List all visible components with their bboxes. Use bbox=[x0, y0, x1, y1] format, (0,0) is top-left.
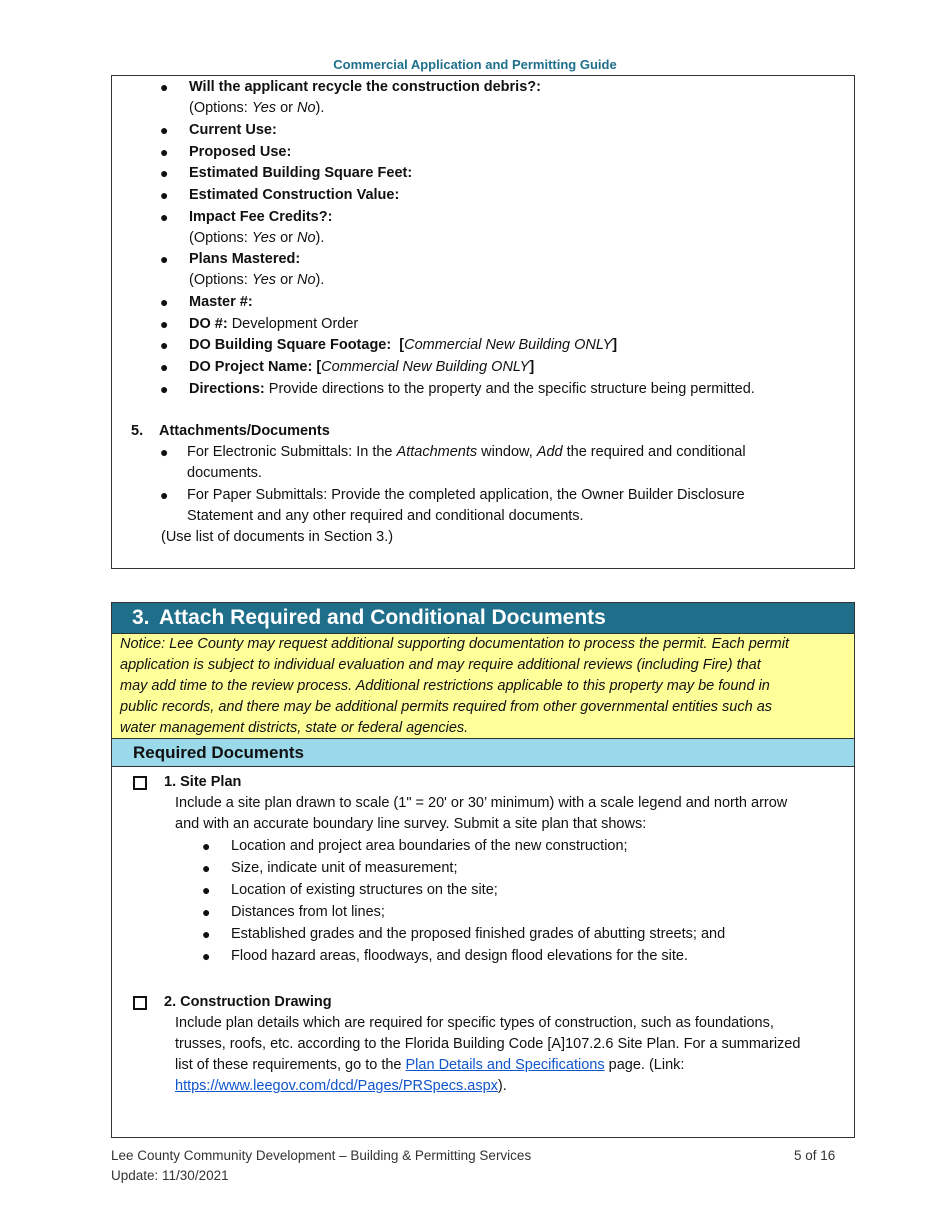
site-plan-desc: and with an accurate boundary line survey. Submit a site plan that shows: bbox=[175, 816, 647, 832]
field-line: DO Project Name: [Commercial New Building ONLY] bbox=[189, 359, 535, 375]
bullet: ● bbox=[202, 926, 211, 942]
site-plan-bullet: Flood hazard areas, floodways, and design flood elevations for the site. bbox=[231, 948, 689, 964]
site-plan-bullet: Distances from lot lines; bbox=[231, 904, 385, 920]
bullet: ● bbox=[202, 882, 211, 898]
documents-note: (Use list of documents in Section 3.) bbox=[161, 529, 394, 545]
page-header-title: Commercial Application and Permitting Guide bbox=[333, 57, 617, 72]
bullet: ● bbox=[160, 316, 169, 332]
bullet: ● bbox=[160, 294, 169, 310]
site-plan-checkbox[interactable] bbox=[133, 776, 147, 790]
site-plan-bullet: Location of existing structures on the site; bbox=[231, 882, 498, 898]
bullet: ● bbox=[160, 187, 169, 203]
section-3-header bbox=[112, 603, 854, 633]
notice-line: public records, and there may be additional permits required from other governmental entities such as bbox=[120, 699, 773, 715]
bullet: ● bbox=[202, 860, 211, 876]
plan-details-link[interactable]: Plan Details and Specifications bbox=[405, 1057, 605, 1073]
construction-drawing-desc: Include plan details which are required for specific types of construction, such as foundations, bbox=[175, 1015, 774, 1031]
site-plan-bullet: Size, indicate unit of measurement; bbox=[231, 860, 458, 876]
site-plan-title: 1. Site Plan bbox=[164, 774, 242, 790]
footer-org: Lee County Community Development – Building & Permitting Services bbox=[111, 1148, 532, 1163]
notice-line: application is subject to individual evaluation and may require additional reviews (including Fire) that bbox=[120, 657, 761, 673]
site-plan-desc: Include a site plan drawn to scale (1" = 20' or 30’ minimum) with a scale legend and north arrow bbox=[175, 795, 788, 811]
bullet: ● bbox=[160, 209, 169, 225]
electronic-submittals-text: For Electronic Submittals: In the Attachments window, Add the required and conditional bbox=[187, 444, 746, 460]
construction-drawing-title: 2. Construction Drawing bbox=[164, 994, 332, 1010]
bullet: ● bbox=[202, 904, 211, 920]
bullet: ● bbox=[160, 79, 169, 95]
construction-drawing-url-line: https://www.leegov.com/dcd/Pages/PRSpecs.aspx). bbox=[175, 1078, 507, 1094]
bullet: ● bbox=[160, 444, 169, 460]
bullet: ● bbox=[160, 487, 169, 503]
site-plan-bullet: Established grades and the proposed finished grades of abutting streets; and bbox=[231, 926, 726, 942]
paper-submittals-text-cont: Statement and any other required and conditional documents. bbox=[187, 508, 584, 524]
bullet: ● bbox=[160, 165, 169, 181]
field-label: Estimated Building Square Feet: bbox=[189, 165, 413, 181]
bullet: ● bbox=[160, 122, 169, 138]
field-line: DO #: Development Order bbox=[189, 316, 359, 332]
bullet: ● bbox=[202, 948, 211, 964]
notice-line: may add time to the review process. Additional restrictions applicable to this property may be found in bbox=[120, 678, 770, 694]
field-label: Estimated Construction Value: bbox=[189, 187, 400, 203]
page-number: 5 of 16 bbox=[794, 1148, 836, 1163]
field-label: Impact Fee Credits?: bbox=[189, 209, 333, 225]
field-label: Master #: bbox=[189, 294, 253, 310]
options-text: (Options: Yes or No). bbox=[189, 230, 325, 246]
field-label: Plans Mastered: bbox=[189, 251, 301, 267]
field-label: Will the applicant recycle the construction debris?: bbox=[189, 79, 541, 95]
bullet: ● bbox=[160, 144, 169, 160]
notice-panel bbox=[112, 633, 854, 739]
paper-submittals-text: For Paper Submittals: Provide the completed application, the Owner Builder Disclosure bbox=[187, 487, 745, 503]
bullet: ● bbox=[202, 838, 211, 854]
options-text: (Options: Yes or No). bbox=[189, 272, 325, 288]
section-5-number: 5. bbox=[131, 423, 144, 439]
options-text: (Options: Yes or No). bbox=[189, 100, 325, 116]
electronic-submittals-text-cont: documents. bbox=[187, 465, 262, 481]
construction-drawing-desc: list of these requirements, go to the Plan Details and Specifications page. (Link: bbox=[175, 1057, 685, 1073]
field-label: Current Use: bbox=[189, 122, 277, 138]
notice-line: water management districts, state or federal agencies. bbox=[120, 720, 469, 736]
field-line: DO Building Square Footage: [Commercial New Building ONLY] bbox=[189, 337, 618, 353]
construction-drawing-checkbox[interactable] bbox=[133, 996, 147, 1010]
required-documents-header bbox=[112, 739, 854, 767]
bullet: ● bbox=[160, 381, 169, 397]
site-plan-bullet: Location and project area boundaries of the new construction; bbox=[231, 838, 628, 854]
section-5-title: Attachments/Documents bbox=[159, 423, 330, 439]
section-3-number: 3. bbox=[132, 606, 150, 629]
field-line: Directions: Provide directions to the property and the specific structure being permitted. bbox=[189, 381, 755, 397]
prspecs-url-link[interactable]: https://www.leegov.com/dcd/Pages/PRSpecs.aspx bbox=[175, 1078, 498, 1094]
bullet: ● bbox=[160, 337, 169, 353]
field-label: Proposed Use: bbox=[189, 144, 292, 160]
required-documents-title: Required Documents bbox=[133, 743, 304, 762]
bullet: ● bbox=[160, 251, 169, 267]
application-fields-box bbox=[111, 75, 855, 569]
section-3-box bbox=[111, 602, 855, 1138]
construction-drawing-desc: trusses, roofs, etc. according to the Florida Building Code [A]107.2.6 Site Plan. For a summarized bbox=[175, 1036, 801, 1052]
bullet: ● bbox=[160, 359, 169, 375]
footer-update: Update: 11/30/2021 bbox=[111, 1168, 229, 1183]
section-3-title: Attach Required and Conditional Documents bbox=[159, 606, 606, 629]
notice-line: Notice: Lee County may request additional supporting documentation to process the permit. Each permit bbox=[120, 636, 789, 652]
